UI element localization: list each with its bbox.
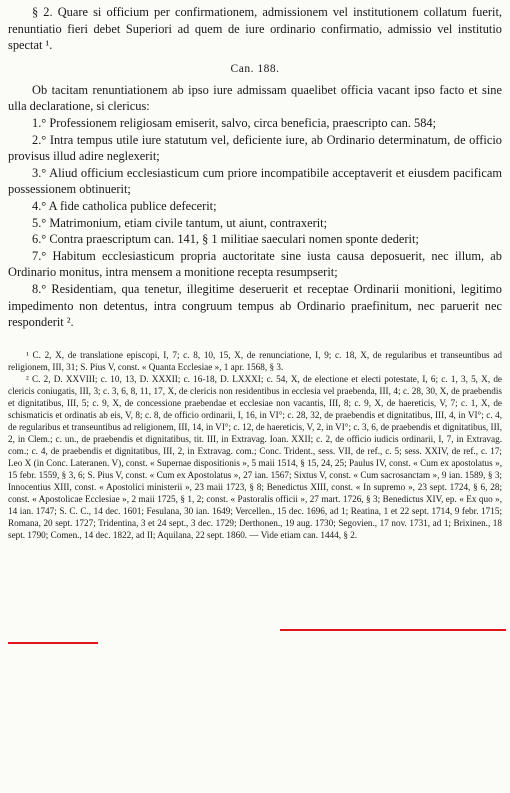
footnote-1: ¹ C. 2, X, de translatione episcopi, I, 7; c. 8, 10, 15, X, de renunciatione, I, 9; c. 18, X, de regularibus et transeuntibus ad religionem, III, 31; S. Pius V, const. « Quanta Ecclesiae », 1 apr. 1568, § 3. <box>8 349 502 372</box>
list-item: 4.° A fide catholica publice defecerit; <box>32 198 217 213</box>
canon-intro: Ob tacitam renuntiationem ab ipso iure admissam quaelibet officia vacant ipso facto et sine ulla declaratione, si clericus: <box>8 82 502 114</box>
canon-items-list <box>8 115 502 331</box>
highlight-underline <box>8 642 98 644</box>
list-item: 5.° Matrimonium, etiam civile tantum, ut aiunt, contraxerit; <box>32 215 328 230</box>
list-item: 1.° Professionem religiosam emiserit, salvo, circa beneficia, praescripto can. 584; <box>32 115 437 130</box>
canon-heading: Can. 188. <box>230 62 280 75</box>
footnote-2: ² C. 2, D. XXVIII; c. 10, 13, D. XXXII; c. 16-18, D. LXXXI; c. 54, X, de electione et electi potestate, I, 6; c. 1, 3, 5, X, de clericis coniugatis, III, 3; c. 3, 6, 8, 11, 17, X, de clericis non residentibus in ecclesia vel praebenda, III, 4; c. 28, 30, X, de praebendis et dignitatibus, III, 5; c. 9, X, de concessione praebendae et ecclesiae non vacantis, III, 8; c. 9, X, de haereticis, V, 7; c. 1, X, de schismaticis et ordinatis ab eis, V, 8; c. 8, de officio ordinarii, I, 16, in VI°; c. 28, 32, de praebendis et dignitatibus, III, 4, in VI°; c. 4, de regularibus et transeuntibus ad religionem, III, 14, in VI°; c. 12, de haereticis, V, 2, in VI°; c. 3, 6, de praebendis et dignitatibus, III, 2, in Clem.; c. un., de praebendis et dignitatibus, tit. III, in Extravag. Ioan. XXII; c. 2, de officio iudicis ordinarii, I, 7, in Extravag. com.; c. 4, de praebendis et dignitatibus, III, 2, in Extravag. com.; Conc. Trident., sess. VII, de ref., c. 5; sess. XXIV, de ref., c. 17; Leo X (in Conc. Lateranen. V), const. « Supernae dispositionis », 5 maii 1514, § 15, 24, 25; Paulus IV, const. « Cum ex apostolatus », 15 febr. 1559, § 3, 6; S. Pius V, const. « Cum ex Apostolatus », 27 ian. 1567; Sixtus V, const. « Cum sacrosanctam », 9 ian. 1589, § 3; Innocentius XIII, const. « Apostolici ministerii », 23 maii 1723, § 8; Benedictus XIII, const. « In supremo », 23 sept. 1724, § 6, 28; const. « Apostolicae Ecclesiae », 2 maii 1725, § 1, 2; const. « Pastoralis officii », 27 mart. 1726, § 3; Benedictus XIV, ep. « Ex quo », 14 ian. 1747; S. C. C., 14 dec. 1601; Fesulana, 30 ian. 1649; Vercellen., 15 dec. 1696, ad 1; Reatina, 1 et 22 sept. 1714, 9 febr. 1715; Romana, 20 sept. 1727; Tridentina, 3 et 24 sept., 3 dec. 1729; Derthonen., 19 aug. 1730; Segovien., 17 nov. 1731, ad 1; Brixinen., 18 sept. 1790; Comen., 14 dec. 1822, ad II; Aquilana, 22 sept. 1860. — Vide etiam can. 1444, § 2. <box>8 373 502 541</box>
footnotes <box>8 349 502 542</box>
list-item: 7.° Habitum ecclesiasticum propria auctoritate sine iusta causa deposuerit, nec illum, ab Ordinario monitus, intra mensem a monitione recepta resumpserit; <box>8 248 502 280</box>
list-item: 8.° Residentiam, qua tenetur, illegitime deseruerit et receptae Ordinarii monitioni, legitimo impedimento non detentus, intra congruum tempus ab Ordinario praefinitum, nec paruerit nec responderit ². <box>8 281 502 330</box>
paragraph-2: § 2. Quare si officium per confirmationem, admissionem vel institutionem collatum fuerit, renuntiatio fieri debet Superiori ad quem de iure ordinario confirmatio, admissio vel institutio spectat ¹. <box>8 5 502 53</box>
list-item: 2.° Intra tempus utile iure statutum vel, deficiente iure, ab Ordinario determinatum, de officio provisus illud adire neglexerit; <box>8 132 502 164</box>
highlight-underline <box>280 629 506 631</box>
document-page <box>8 4 502 541</box>
list-item: 6.° Contra praescriptum can. 141, § 1 militiae saeculari nomen sponte dederit; <box>32 232 419 247</box>
list-item: 3.° Aliud officium ecclesiasticum cum priore incompatibile acceptaverit et eiusdem pacificam possessionem obtinuerit; <box>8 165 502 197</box>
